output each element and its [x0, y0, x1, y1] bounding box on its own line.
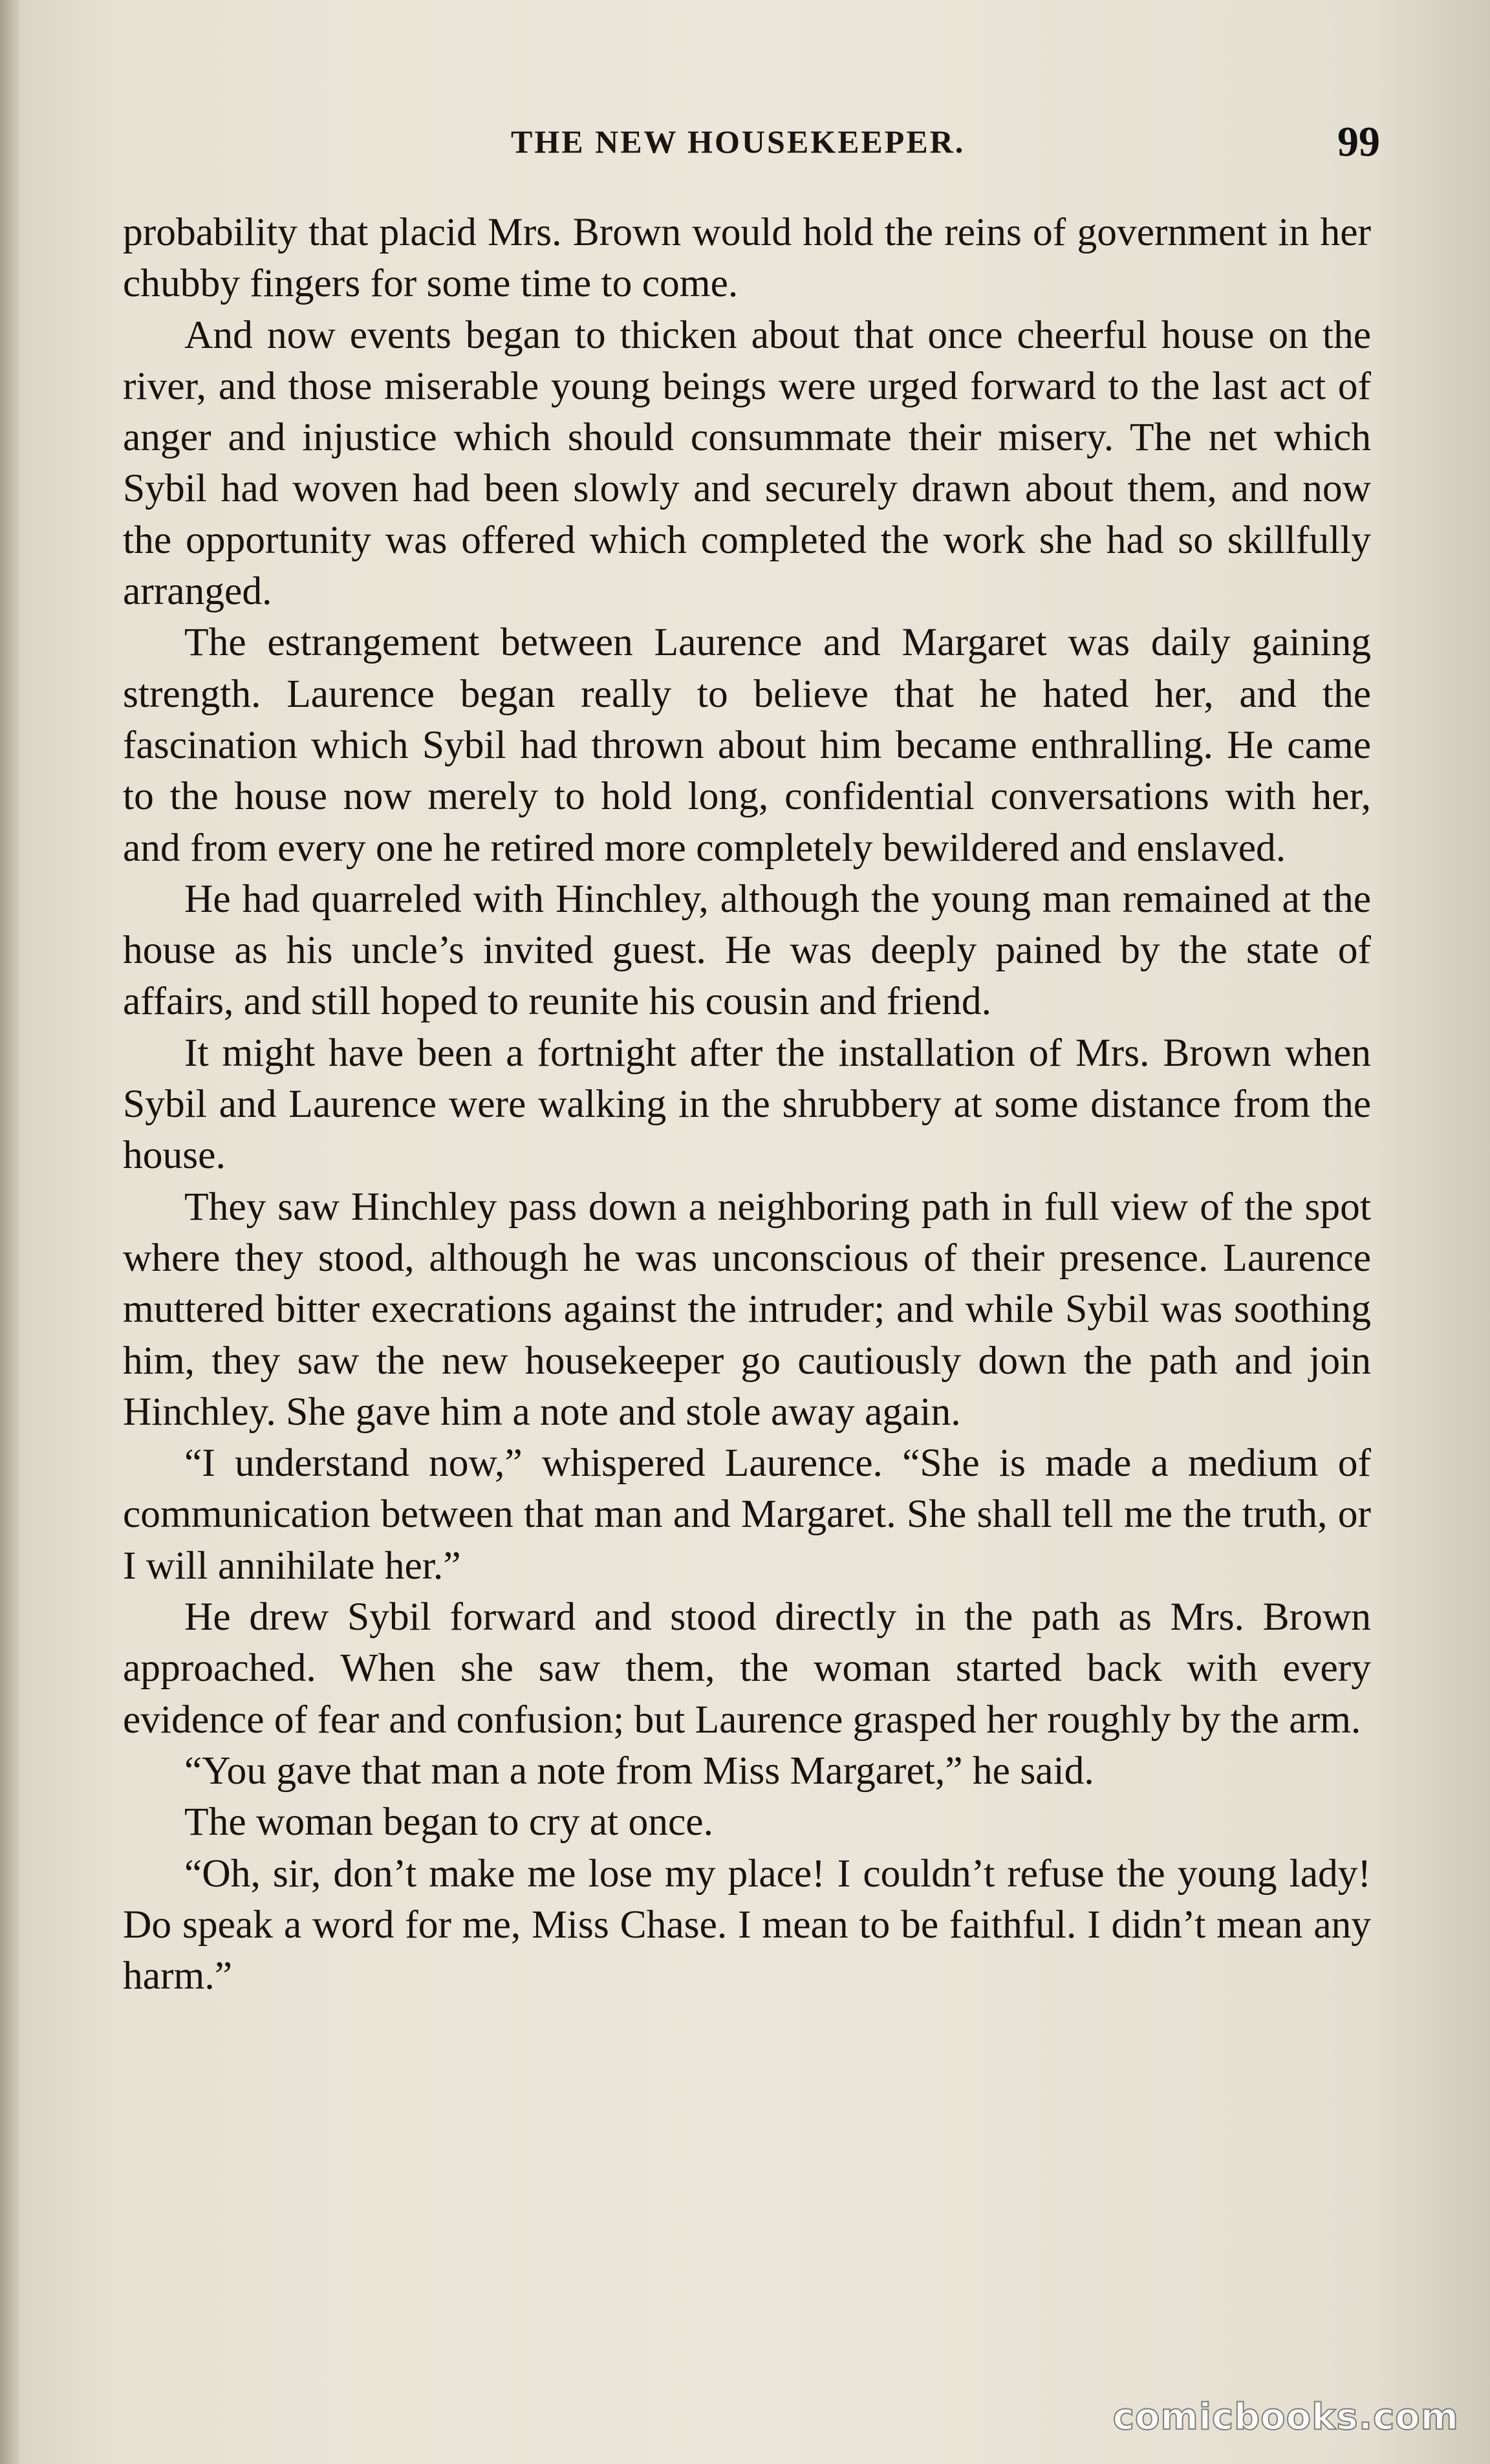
body-text: [123, 207, 1371, 2002]
paragraph: The woman began to cry at once.: [184, 1800, 713, 1844]
page-header: [0, 118, 1490, 175]
paragraph: “You gave that man a note from Miss Margaret,” he said.: [184, 1748, 1094, 1793]
paragraph: They saw Hinchley pass down a neighboring path in full view of the spot where they stood, although he was unconscious of their presence. Laurence muttered bitter execrations against the intruder; and while Sybil was soothing him, they saw the new housekeeper go cautiously down the path and join Hinchley. She gave him a note and stole away again.: [123, 1184, 1371, 1434]
paragraph: It might have been a fortnight after the installation of Mrs. Brown when Sybil and Laurence were walking in the shrubbery at some distance from the house.: [123, 1030, 1371, 1178]
paragraph: And now events began to thicken about that once cheerful house on the river, and those miserable young beings were urged forward to the last act of anger and injustice which should consummate their misery. The net which Sybil had woven had been slowly and securely drawn about them, and now the opportunity was offered which completed the work she had so skillfully arranged.: [123, 312, 1371, 614]
paragraph: He had quarreled with Hinchley, although the young man remained at the house as his uncle’s invited guest. He was deeply pained by the state of affairs, and still hoped to reunite his cousin and friend.: [123, 876, 1371, 1024]
paragraph: He drew Sybil forward and stood directly in the path as Mrs. Brown approached. When she saw them, the woman started back with every evidence of fear and confusion; but Laurence grasped her roughly by the arm.: [123, 1595, 1371, 1742]
paragraph: The estrangement between Laurence and Margaret was daily gaining strength. Laurence began really to believe that he hated her, and the fascination which Sybil had thrown about him became enthralling. He came to the house now merely to hold long, confidential conversations with her, and from every one he retired more completely bewildered and enslaved.: [123, 620, 1371, 870]
page-number: 99: [1337, 118, 1380, 166]
binding-edge: [0, 0, 19, 2464]
paragraph: “I understand now,” whispered Laurence. “She is made a medium of communication between that man and Margaret. She shall tell me the truth, or I will annihilate her.”: [123, 1441, 1371, 1588]
paragraph: “Oh, sir, don’t make me lose my place! I couldn’t refuse the young lady! Do speak a word for me, Miss Chase. I mean to be faithful. I didn’t mean any harm.”: [123, 1851, 1371, 1998]
running-title: THE NEW HOUSEKEEPER.: [511, 124, 966, 160]
paragraph: probability that placid Mrs. Brown would hold the reins of government in her chubby fingers for some time to come.: [123, 210, 1371, 306]
watermark: comicbooks.com: [1112, 2396, 1459, 2438]
